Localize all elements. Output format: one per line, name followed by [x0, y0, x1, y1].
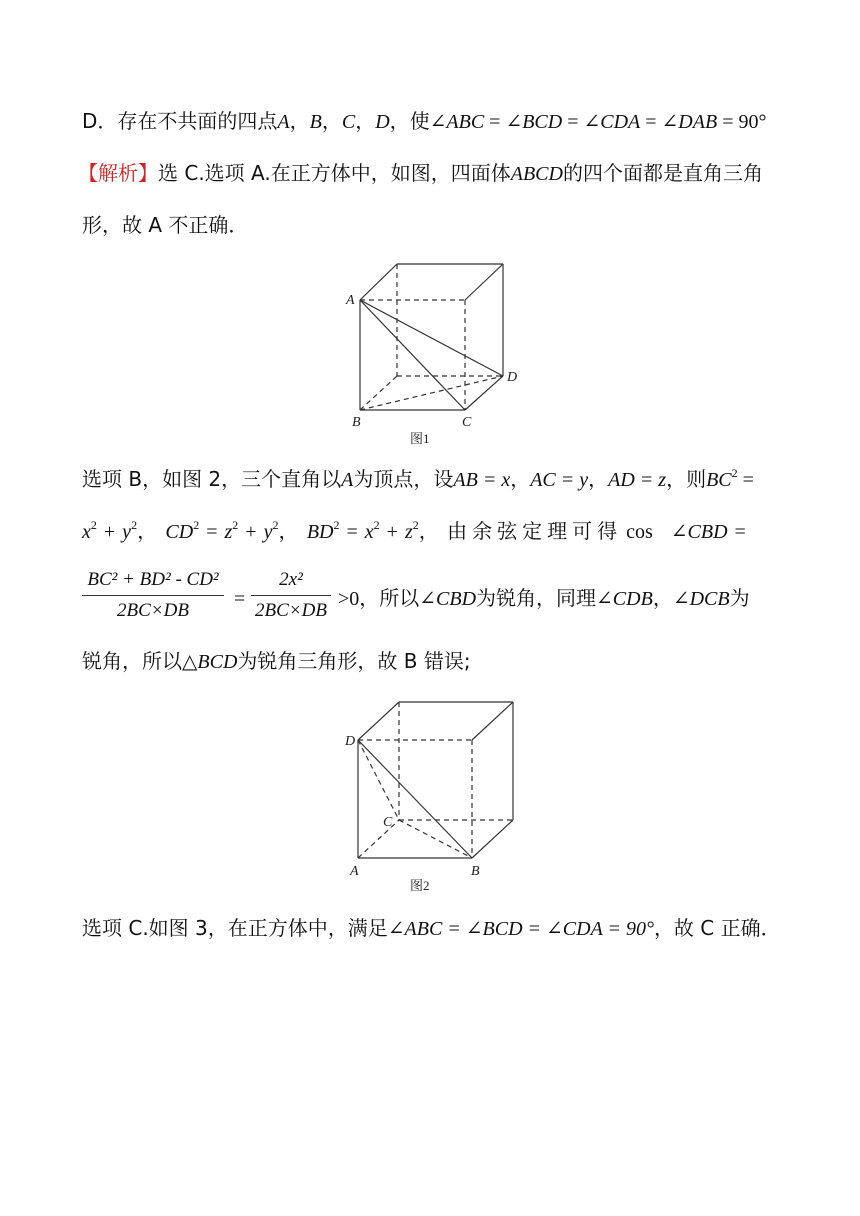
equals: =: [484, 111, 506, 133]
triangle-bcd: △BCD: [182, 651, 238, 673]
ab-eq-x: AB = x: [453, 469, 511, 491]
fraction-1-numerator: BC² + BD² - CD²: [87, 569, 219, 590]
separator: ，: [321, 109, 342, 133]
option-d-use: ，使: [389, 109, 430, 133]
angle-cda: ∠CDA: [583, 111, 641, 133]
option-c-line: [82, 915, 781, 942]
analysis-tail: 的四个面都是直角三角: [562, 161, 763, 185]
separator: ，: [355, 109, 376, 133]
acute-similarly: 为锐角，同理: [476, 586, 597, 610]
option-b-set: 为顶点，设: [353, 467, 454, 491]
fig2-caption: 图2: [410, 878, 430, 893]
fig2-solid-edges: [358, 702, 513, 858]
ac-eq-y: AC = y: [530, 469, 589, 491]
option-b-then: ，则: [666, 467, 707, 491]
fig1-label-b: B: [352, 415, 361, 430]
equals: =: [737, 469, 754, 491]
fraction-2-bar: [251, 595, 331, 596]
fig1-label-c: C: [462, 415, 472, 430]
option-b-intro: 选项 B，如图 2，三个直角以: [82, 467, 342, 491]
x-squared: x: [82, 521, 91, 543]
option-b-line-1: 选项 B，如图 2，三个直角以A为顶点，设AB = x，AC = y，AD = z，则$BC^2$ =: [82, 466, 754, 491]
fig1-caption: 图1: [410, 431, 430, 446]
equals: =: [562, 111, 584, 133]
y-squared: y: [122, 521, 132, 543]
fraction-1-bar: [82, 595, 224, 596]
equals: =: [717, 111, 739, 133]
cd-squared: CD: [165, 521, 194, 543]
fig2-label-b: B: [471, 864, 480, 879]
fig1-hidden-edges: [360, 264, 503, 410]
fig2-label-a: A: [350, 864, 359, 879]
ad-eq-z: AD = z: [608, 469, 667, 491]
angle-cbd-2: ∠CBD: [419, 588, 477, 610]
analysis-line-2: [82, 212, 248, 238]
z-squared: z: [224, 521, 233, 543]
option-d-prefix: D．存在不共面的四点: [82, 109, 278, 133]
analysis-line-1: [78, 160, 763, 187]
option-c-equation: ∠ABC = ∠BCD = ∠CDA = 90°: [387, 918, 654, 940]
equals: =: [727, 521, 746, 543]
point-b: B: [309, 111, 322, 133]
option-d-line: [82, 108, 766, 135]
option-b-conclusion: 为锐角三角形，故 B 错误;: [237, 649, 471, 673]
equals-sign: =: [234, 588, 246, 610]
fig2-label-d: D: [345, 734, 356, 749]
angle-cdb: ∠CDB: [596, 588, 653, 610]
greater-than-zero: >0: [338, 588, 360, 610]
analysis-conclusion: 形，故 A 不正确．: [82, 213, 249, 237]
fraction-2-numerator: 2x²: [279, 569, 303, 590]
cos-symbol: cos: [626, 521, 653, 543]
option-b-line-3: >0，所以∠CBD为锐角，同理∠CDB，∠DCB为: [338, 586, 750, 610]
option-b-line-4: [82, 648, 471, 675]
angle-abc: ∠ABC: [429, 111, 485, 133]
fig1-solid-edges: [360, 264, 503, 410]
option-c-intro: 选项 C.如图 3，在正方体中，满足: [82, 916, 388, 940]
ninety-degrees: 90°: [738, 111, 767, 133]
angle-dab: ∠DAB: [661, 111, 718, 133]
angle-dcb: ∠DCB: [672, 588, 730, 610]
so-text: ，所以: [359, 586, 420, 610]
separator: ，: [289, 109, 310, 133]
analysis-text: 选 C.选项 A.在正方体中，如图，四面体: [158, 161, 511, 185]
fraction-1-denominator: 2BC×DB: [117, 600, 189, 621]
option-c-conclusion: ，故 C 正确．: [653, 916, 781, 940]
fig1-label-d: D: [507, 370, 518, 385]
acute-so: 锐角，所以: [82, 649, 182, 673]
fig2-label-c: C: [383, 815, 393, 830]
tetra-name: ABCD: [510, 163, 563, 185]
fraction-2-denominator: 2BC×DB: [255, 600, 327, 621]
is-text: 为: [729, 586, 750, 610]
x-squared: x: [364, 521, 374, 543]
vertex-a: A: [341, 469, 354, 491]
fraction-cosine: [82, 568, 224, 623]
bc-squared: BC: [706, 469, 732, 491]
point-d: D: [375, 111, 390, 133]
cosine-law-text: 由余弦定理可得: [447, 519, 623, 543]
fig1-label-a: A: [346, 293, 355, 308]
fig2-hidden-edges: [358, 702, 513, 858]
point-a: A: [277, 111, 290, 133]
option-b-line-2: $x^2 + y^2$， $CD^2 = z^2 + y^2$， $BD^2 = x^2 + z^2$， 由余弦定理可得 cos ∠CBD =: [82, 518, 746, 543]
angle-bcd: ∠BCD: [505, 111, 563, 133]
equals: =: [640, 111, 662, 133]
z-squared: z: [404, 521, 413, 543]
analysis-tag: 【解析】: [78, 161, 158, 185]
y-squared: y: [263, 521, 273, 543]
angle-cbd: ∠CBD: [670, 521, 728, 543]
point-c: C: [341, 111, 356, 133]
bd-squared: BD: [306, 521, 334, 543]
fraction-simplified: [251, 568, 331, 623]
